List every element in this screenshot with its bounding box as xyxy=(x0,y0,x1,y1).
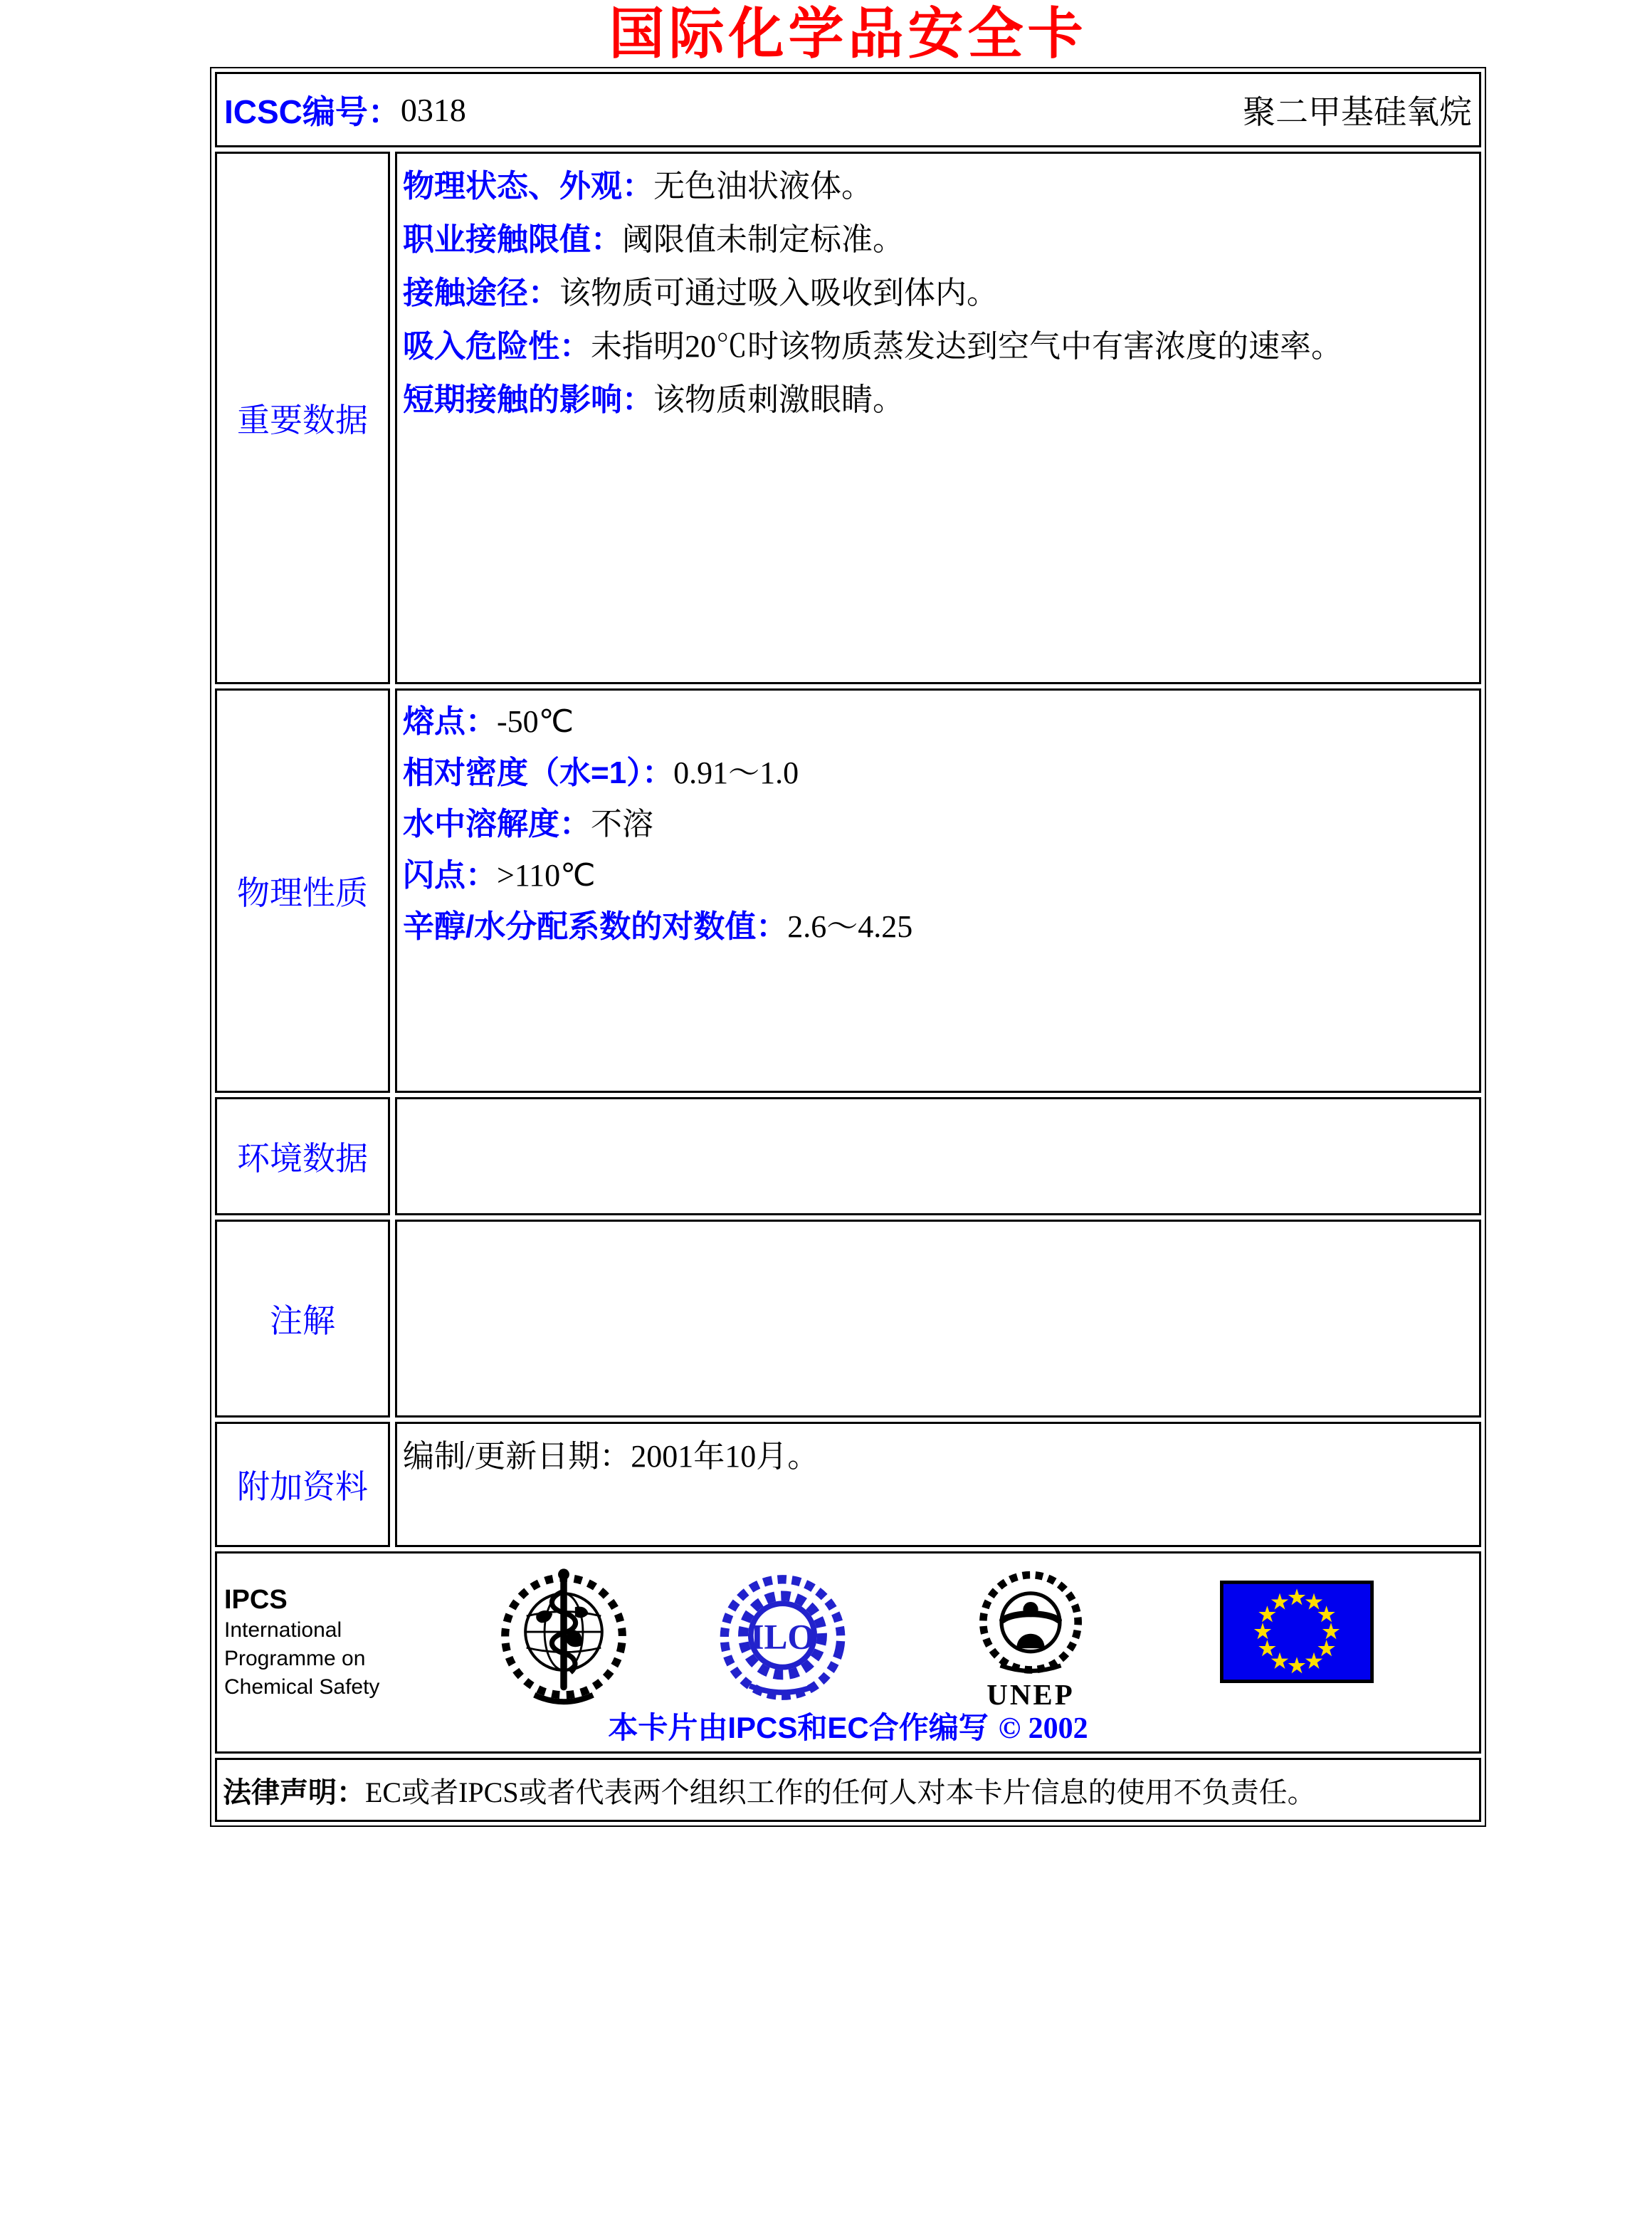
field-octanol-water-partition: 辛醇/水分配系数的对数值：2.6～4.25 xyxy=(403,909,913,944)
environmental-data-content xyxy=(395,1097,1481,1215)
field-flash-point: 闪点：>110℃ xyxy=(403,858,596,893)
header-cell xyxy=(215,72,1481,147)
section-label-important-data: 重要数据 xyxy=(215,152,390,684)
attribution-row xyxy=(215,1551,1481,1754)
section-label-environmental-data: 环境数据 xyxy=(215,1097,390,1215)
physical-properties-content xyxy=(395,688,1481,1093)
important-data-row xyxy=(215,152,1481,684)
ipcs-title: IPCS xyxy=(224,1585,288,1615)
field-melting-point: 熔点：-50℃ xyxy=(403,704,574,739)
field-physical-state: 物理状态、外观：无色油状液体。 xyxy=(403,169,873,204)
section-label-physical-properties: 物理性质 xyxy=(215,688,390,1093)
ilo-monogram: ILO xyxy=(750,1617,815,1657)
page-title: 国际化学品安全卡 xyxy=(609,3,1088,65)
legal-notice-row xyxy=(215,1758,1481,1822)
unep-wordmark: UNEP xyxy=(987,1678,1075,1709)
field-occupational-exposure-limits: 职业接触限值：阈限值未制定标准。 xyxy=(403,222,904,257)
important-data-content xyxy=(395,152,1481,684)
legal-notice-label: 法律声明： xyxy=(223,1776,365,1808)
unep-emblem-icon xyxy=(966,1566,1095,1709)
copyright-text: © 2002 xyxy=(998,1712,1088,1745)
section-label-notes: 注解 xyxy=(215,1220,390,1418)
legal-notice-cell xyxy=(215,1758,1481,1822)
additional-info-row xyxy=(215,1422,1481,1547)
field-water-solubility: 水中溶解度：不溶 xyxy=(403,807,653,842)
notes-row xyxy=(215,1220,1481,1418)
legal-notice-text: EC或者IPCS或者代表两个组织工作的任何人对本卡片信息的使用不负责任。 xyxy=(365,1776,1316,1808)
ipcs-text-block: IPCS International Programme on Chemical Safety xyxy=(224,1585,380,1699)
header-row xyxy=(215,72,1481,147)
physical-properties-row xyxy=(215,688,1481,1093)
notes-content xyxy=(395,1220,1481,1418)
attribution-caption: 本卡片由IPCS和EC合作编写 © 2002 xyxy=(608,1711,1088,1745)
environmental-data-row xyxy=(215,1097,1481,1215)
attribution-cell xyxy=(215,1551,1481,1754)
additional-info-content xyxy=(395,1422,1481,1547)
eu-flag-icon xyxy=(1219,1581,1374,1683)
section-label-additional-info: 附加资料 xyxy=(215,1422,390,1547)
icsc-number-label: ICSC编号： xyxy=(224,93,401,130)
chemical-name: 聚二甲基硅氧烷 xyxy=(1243,94,1472,130)
icsc-card-table xyxy=(210,67,1486,1827)
ilo-emblem-icon xyxy=(717,1566,848,1709)
icsc-number-value: 0318 xyxy=(400,91,466,128)
field-routes-of-exposure: 接触途径：该物质可通过吸入吸收到体内。 xyxy=(403,276,998,310)
who-emblem-icon xyxy=(496,1563,631,1712)
field-update-date: 编制/更新日期：2001年10月。 xyxy=(403,1439,819,1474)
field-short-term-effects: 短期接触的影响：该物质刺激眼睛。 xyxy=(403,382,904,417)
field-relative-density: 相对密度（水=1）：0.91～1.0 xyxy=(403,755,799,790)
field-inhalation-risk: 吸入危险性：未指明20℃时该物质蒸发达到空气中有害浓度的速率。 xyxy=(403,329,1342,364)
